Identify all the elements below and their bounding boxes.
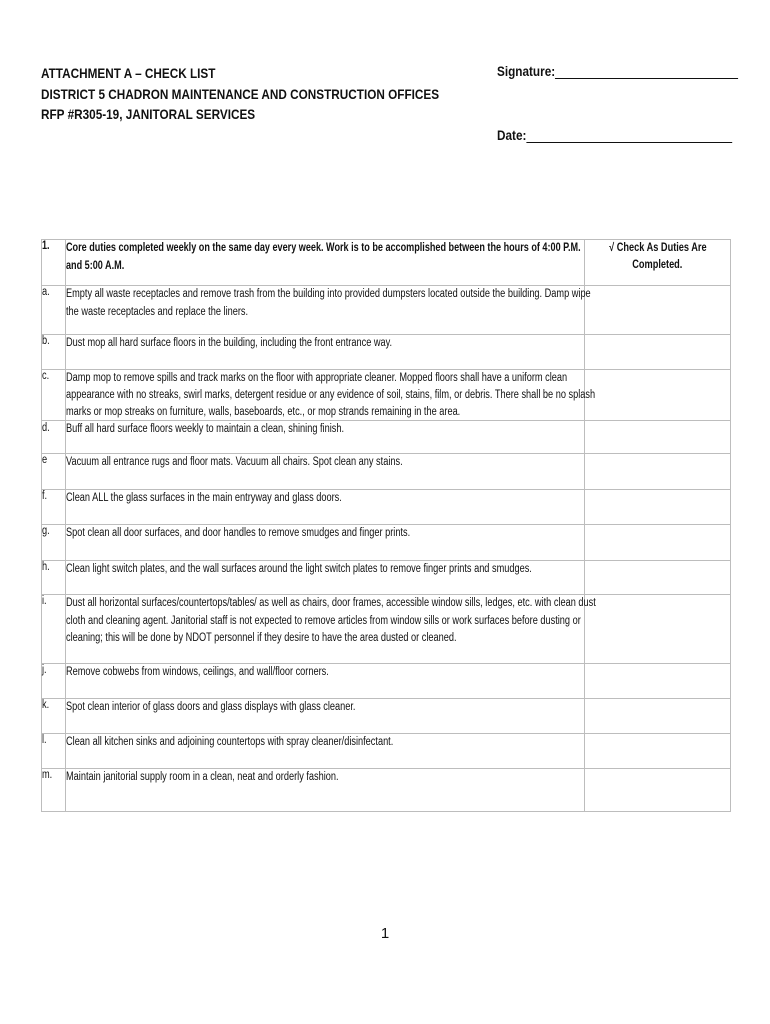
- item-line: Clean light switch plates, and the wall surfaces around the light switch plates to remove finger prints and smudges.: [66, 563, 532, 575]
- date-label: Date:: [497, 127, 527, 143]
- rfp-title: RFP #R305-19, JANITORAL SERVICES: [41, 106, 256, 122]
- item-line: the waste receptacles and replace the liners.: [66, 305, 249, 318]
- check-cell[interactable]: [585, 734, 731, 769]
- item-text: [66, 454, 585, 490]
- date-field: [497, 127, 732, 143]
- table-row: [42, 734, 731, 769]
- item-marker: d.: [42, 422, 50, 434]
- signature-label: Signature:: [497, 63, 556, 79]
- item-line: Spot clean all door surfaces, and door handles to remove smudges and finger prints.: [66, 527, 411, 539]
- item-text: [66, 664, 585, 699]
- item-marker: c.: [42, 370, 50, 382]
- item-line: cloth and cleaning agent. Janitorial staff is not expected to remove articles from window sills or work surfaces before dusting or: [66, 614, 581, 627]
- signature-field: [497, 63, 738, 79]
- item-marker: h.: [42, 561, 50, 573]
- item-marker: e: [42, 454, 48, 466]
- table-row: [42, 335, 731, 370]
- table-row: [42, 699, 731, 734]
- item-text: [66, 769, 585, 812]
- table-row: [42, 286, 731, 335]
- table-row: [42, 664, 731, 699]
- section-heading-row: [42, 240, 731, 286]
- item-line: cleaning; this will be done by NDOT personnel if they desire to have the area dusted or cleaned.: [66, 632, 457, 644]
- section-heading-line: Core duties completed weekly on the same day every week. Work is to be accomplished between the hours of 4:00 P.M.: [66, 242, 581, 254]
- check-cell[interactable]: [585, 699, 731, 734]
- item-line: Spot clean interior of glass doors and glass displays with glass cleaner.: [66, 701, 356, 713]
- signature-line: [555, 64, 738, 79]
- attachment-title: ATTACHMENT A – CHECK LIST: [41, 65, 216, 81]
- table-row: [42, 595, 731, 664]
- section-heading-line: and 5:00 A.M.: [66, 259, 125, 272]
- item-marker: i.: [42, 595, 47, 607]
- office-title: DISTRICT 5 CHADRON MAINTENANCE AND CONSTRUCTION OFFICES: [41, 85, 440, 102]
- item-marker: g.: [42, 525, 50, 537]
- check-heading-line: Completed.: [632, 259, 683, 271]
- checklist-table: [41, 239, 731, 812]
- check-cell[interactable]: [585, 769, 731, 812]
- item-line: Buff all hard surface floors weekly to maintain a clean, shining finish.: [66, 423, 345, 435]
- check-cell[interactable]: [585, 595, 731, 664]
- table-row: [42, 454, 731, 490]
- check-heading-line: √ Check As Duties Are: [608, 242, 707, 254]
- item-line: marks or mop streaks on furniture, walls, baseboards, etc., or mop strands remaining in the area.: [66, 406, 461, 418]
- table-row: [42, 525, 731, 561]
- page-number: 1: [380, 925, 390, 942]
- item-text: [66, 370, 596, 421]
- item-text: [66, 490, 585, 525]
- section-heading-cell: [66, 240, 585, 286]
- check-cell[interactable]: [585, 525, 731, 561]
- check-cell[interactable]: [585, 561, 731, 595]
- item-line: Maintain janitorial supply room in a clean, neat and orderly fashion.: [66, 771, 339, 783]
- item-marker: m.: [42, 769, 53, 781]
- table-row: [42, 561, 731, 595]
- table-row: [42, 490, 731, 525]
- table-row: [42, 769, 731, 812]
- item-line: Empty all waste receptacles and remove trash from the building into provided dumpsters located outside the building. Damp wipe: [66, 288, 591, 300]
- item-text: [66, 525, 585, 561]
- item-marker: f.: [42, 490, 48, 502]
- check-cell[interactable]: [585, 370, 731, 421]
- item-line: Dust all horizontal surfaces/countertops/tables/ as well as chairs, door frames, accessible window sills, ledges, etc. with clean dust: [66, 597, 596, 609]
- item-text: [66, 699, 585, 734]
- check-cell[interactable]: [585, 490, 731, 525]
- item-line: Damp mop to remove spills and track marks on the floor with appropriate cleaner. Mopped floors shall have a uniform clean: [66, 372, 568, 384]
- item-line: Clean ALL the glass surfaces in the main entryway and glass doors.: [66, 492, 342, 504]
- table-row: [42, 421, 731, 454]
- item-marker: l.: [42, 734, 47, 746]
- item-marker: b.: [42, 335, 50, 347]
- check-heading-cell: [585, 240, 731, 286]
- check-cell[interactable]: [585, 664, 731, 699]
- section-number: 1.: [42, 240, 50, 252]
- item-text: [66, 286, 591, 335]
- item-line: Dust mop all hard surface floors in the building, including the front entrance way.: [66, 337, 393, 349]
- item-marker: a.: [42, 286, 50, 298]
- item-text: [66, 595, 596, 664]
- item-marker: j.: [42, 664, 47, 676]
- check-cell[interactable]: [585, 421, 731, 454]
- item-text: [66, 734, 585, 769]
- item-text: [66, 561, 585, 595]
- item-line: appearance with no streaks, swirl marks, detergent residue or any evidence of soil, stains, film, or debris. There shall be no splash: [66, 389, 596, 401]
- item-line: Vacuum all entrance rugs and floor mats. Vacuum all chairs. Spot clean any stains.: [66, 456, 403, 468]
- check-cell[interactable]: [585, 286, 731, 335]
- document-header: [41, 63, 515, 125]
- section-number-cell: [42, 240, 66, 286]
- item-text: [66, 335, 585, 370]
- table-row: [42, 370, 731, 421]
- item-text: [66, 421, 585, 454]
- check-cell[interactable]: [585, 454, 731, 490]
- item-line: Clean all kitchen sinks and adjoining countertops with spray cleaner/disinfectant.: [66, 736, 394, 748]
- item-marker: k.: [42, 699, 50, 711]
- date-line: [526, 128, 732, 143]
- check-cell[interactable]: [585, 335, 731, 370]
- item-line: Remove cobwebs from windows, ceilings, and wall/floor corners.: [66, 666, 329, 678]
